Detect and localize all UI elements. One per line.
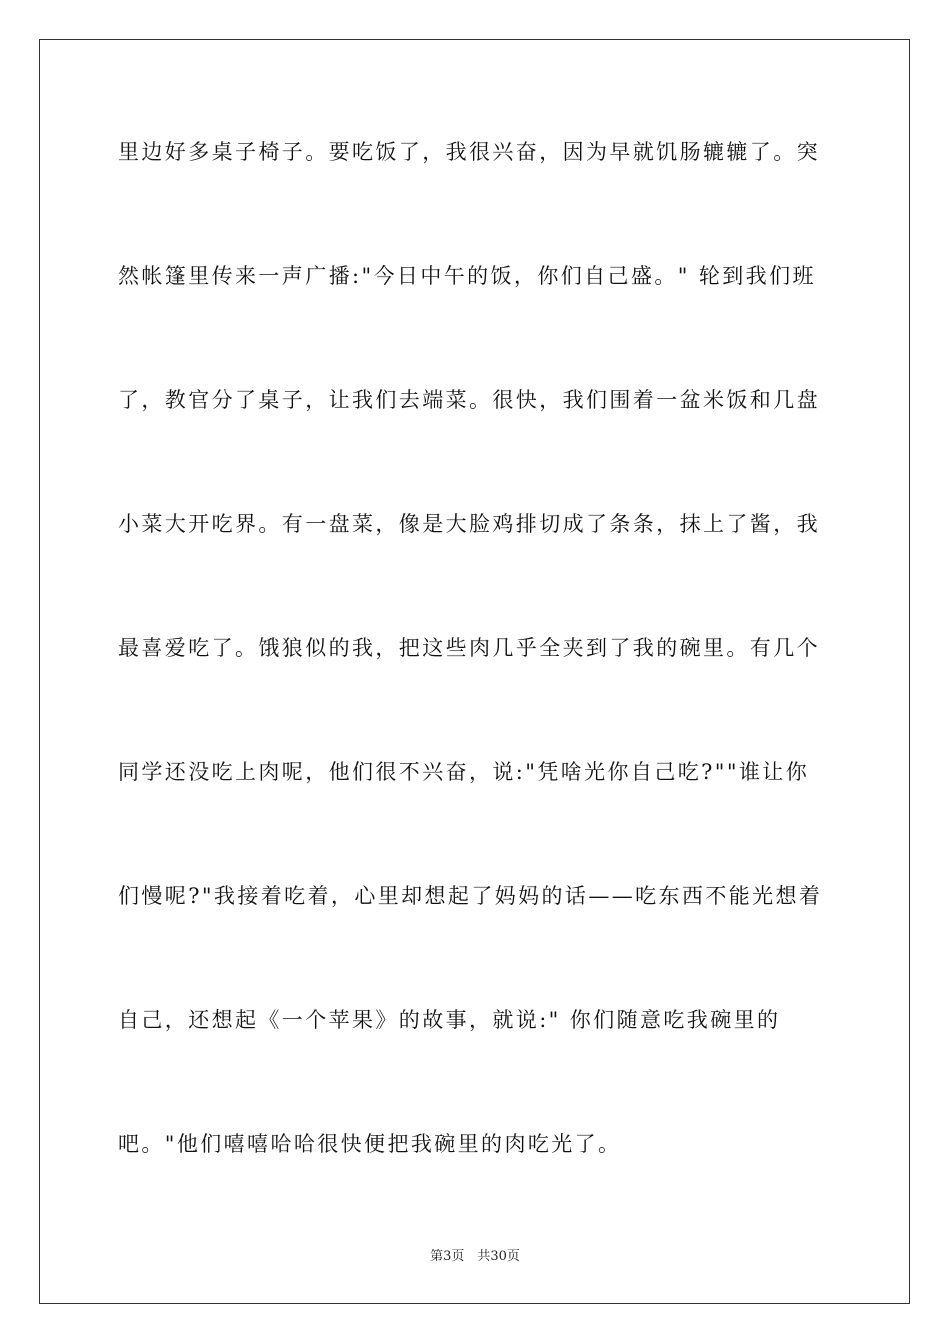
text-line: 小菜大开吃界。有一盘菜，像是大脸鸡排切成了条条，抹上了酱，我 [118, 512, 820, 536]
page-number: 第3页 共30页 [430, 1249, 520, 1264]
text-line: 然帐篷里传来一声广播:"今日中午的饭，你们自己盛。" 轮到我们班 [118, 264, 816, 288]
text-line: 吧。"他们嘻嘻哈哈很快便把我碗里的肉吃光了。 [118, 1132, 622, 1156]
text-line: 里边好多桌子椅子。要吃饭了，我很兴奋，因为早就饥肠辘辘了。突 [118, 140, 820, 164]
document-body [118, 124, 838, 1240]
text-line: 自己，还想起《一个苹果》的故事，就说:" 你们随意吃我碗里的 [118, 1008, 781, 1032]
text-line: 们慢呢?"我接着吃着，心里却想起了妈妈的话——吃东西不能光想着 [118, 884, 823, 908]
page-footer [0, 1245, 950, 1264]
text-line: 了，教官分了桌子，让我们去端菜。很快，我们围着一盆米饭和几盘 [118, 388, 820, 412]
text-line: 最喜爱吃了。饿狼似的我，把这些肉几乎全夹到了我的碗里。有几个 [118, 636, 820, 660]
text-line: 同学还没吃上肉呢，他们很不兴奋，说:"凭啥光你自己吃?""谁让你 [118, 760, 810, 784]
